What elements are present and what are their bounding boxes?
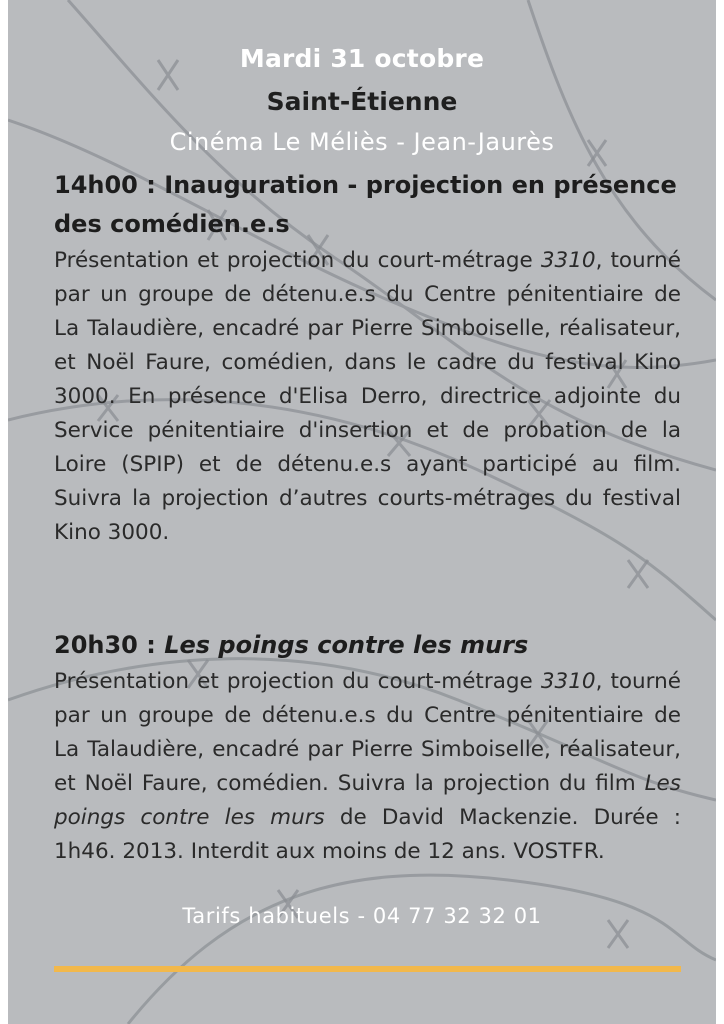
flyer-content <box>8 0 716 1024</box>
tarifs-contact: Tarifs habituels - 04 77 32 32 01 <box>182 904 542 928</box>
flyer-page <box>8 0 716 1024</box>
description-text: , tourné par un groupe de détenu.e.s du Centre pénitentiaire de La Talaudière, encadré par Pierre Simboiselle, réalisateur, et Noël Faure, comédien, dans le cadre du festival Kino 3000. En présence d'Elisa Derro, directrice adjointe du Service pénitentiaire d'insertion et de probation de la Loire (SPIP) et de détenu.e.s ayant participé au film. Suivra la projection d’autres courts-métrages du festival Kino 3000. <box>54 248 681 545</box>
film-title-italic: Les poings contre les murs <box>54 771 681 830</box>
event-title <box>54 166 681 244</box>
event-time: 20h30 <box>54 631 138 659</box>
event-date: Mardi 31 octobre <box>239 44 485 73</box>
description-text: de David Mackenzie. Durée : 1h46. 2013. Interdit aux moins de 12 ans. VOSTFR. <box>54 805 681 864</box>
film-title-italic: 3310 <box>540 669 596 694</box>
event-name: Inauguration - projection en présence des comédien.e.s <box>54 171 677 238</box>
description-text: , tourné par un groupe de détenu.e.s du Centre pénitentiaire de La Talaudière, encadré par Pierre Simboiselle, réalisateur, et Noël Faure, comédien. Suivra la projection du film <box>54 669 681 796</box>
description-text: Présentation et projection du court-métrage <box>54 669 541 694</box>
film-title-italic: 3310 <box>540 248 596 273</box>
event-block-evening <box>54 626 681 869</box>
event-block-afternoon <box>54 166 681 550</box>
event-description <box>54 244 681 550</box>
footer-divider <box>54 966 681 972</box>
event-separator: : <box>137 171 165 199</box>
event-name: Les poings contre les murs <box>164 631 529 659</box>
event-title <box>54 626 681 665</box>
event-venue: Cinéma Le Méliès - Jean-Jaurès <box>169 128 555 156</box>
event-separator: : <box>137 631 165 659</box>
event-description <box>54 665 681 869</box>
description-text: Présentation et projection du court-métrage <box>54 248 541 273</box>
event-city: Saint-Étienne <box>266 87 458 116</box>
event-time: 14h00 <box>54 171 138 199</box>
